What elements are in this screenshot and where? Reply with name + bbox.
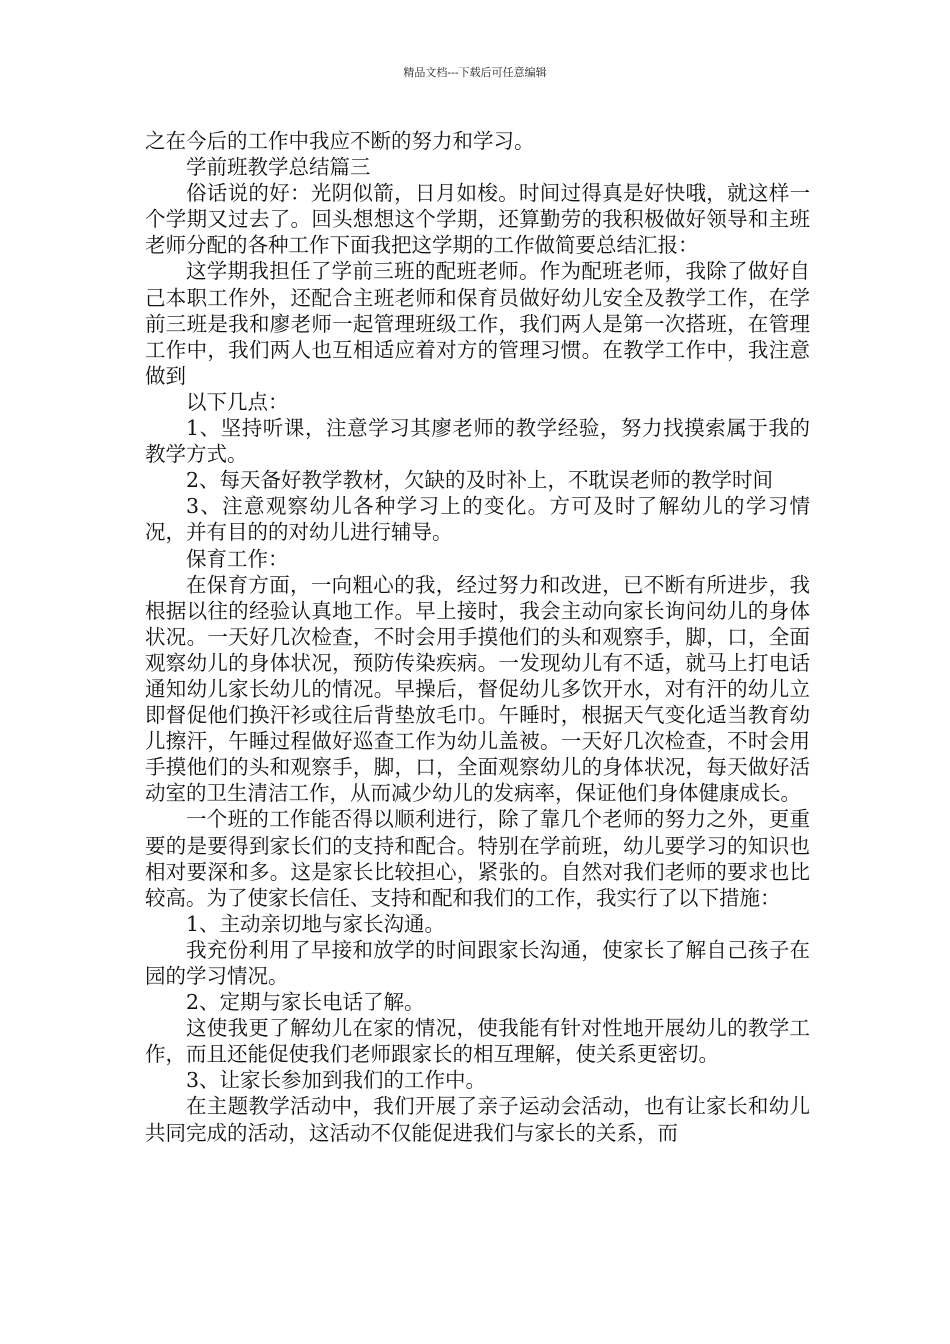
list-item: 1、主动亲切地与家长沟通。 (186, 911, 446, 936)
paragraph: 在保育方面，一向粗心的我，经过努力和改进，已不断有所进步，我根据以往的经验认真地工作。早上接时，我会主动向家长询问幼儿的身体状况。一天好几次检查，不时会用手摸他们的头和观察手，脚，口，全面观察幼儿的身体状况，预防传染疾病。一发现幼儿有不适，就马上打电话通知幼儿家长幼儿的情况。早操后，督促幼儿多饮开水，对有汗的幼儿立即督促他们换汗衫或往后背垫放毛巾。午睡时，根据天气变化适当教育幼儿擦汗，午睡过程做好巡查工作为幼儿盖被。一天好几次检查，不时会用手摸他们的头和观察手，脚，口，全面观察幼儿的身体状况，每天做好活动室的卫生清洁工作，从而减少幼儿的发病率，保证他们身体健康成长。 (145, 572, 810, 806)
list-item: 3、让家长参加到我们的工作中。 (186, 1068, 487, 1093)
section-title: 学前班教学总结篇三 (186, 155, 371, 180)
document-body (145, 128, 810, 1146)
paragraph: 一个班的工作能否得以顺利进行，除了靠几个老师的努力之外，更重要的是要得到家长们的支持和配合。特别在学前班，幼儿要学习的知识也相对要深和多。这是家长比较担心，紧张的。自然对我们老师的要求也比较高。为了使家长信任、支持和配和我们的工作，我实行了以下措施： (145, 807, 810, 910)
paragraph: 我充份利用了早接和放学的时间跟家长沟通，使家长了解自己孩子在园的学习情况。 (145, 937, 810, 988)
paragraph: 俗话说的好：光阴似箭，日月如梭。时间过得真是好快哦，就这样一个学期又过去了。回头想想这个学期，还算勤劳的我积极做好领导和主班老师分配的各种工作下面我把这学期的工作做简要总结汇报： (145, 181, 810, 258)
page-header: 精品文档---下载后可任意编辑 (403, 66, 547, 79)
list-item: 2、定期与家长电话了解。 (186, 990, 425, 1015)
list-item: 2、每天备好教学教材，欠缺的及时补上，不耽误老师的教学时间 (186, 468, 774, 493)
paragraph: 在主题教学活动中，我们开展了亲子运动会活动，也有让家长和幼儿共同完成的活动，这活动不仅能促进我们与家长的关系，而 (145, 1094, 810, 1145)
paragraph: 这学期我担任了学前三班的配班老师。作为配班老师，我除了做好自己本职工作外，还配合主班老师和保育员做好幼儿安全及教学工作，在学前三班是我和廖老师一起管理班级工作，我们两人是第一次搭班，在管理工作中，我们两人也互相适应着对方的管理习惯。在教学工作中，我注意做到 (145, 259, 810, 388)
list-item: 3、注意观察幼儿各种学习上的变化。方可及时了解幼儿的学习情况，并有目的的对幼儿进行辅导。 (145, 494, 810, 545)
subheading: 保育工作： (186, 546, 289, 571)
paragraph: 这使我更了解幼儿在家的情况，使我能有针对性地开展幼儿的教学工作，而且还能促使我们老师跟家长的相互理解，使关系更密切。 (145, 1016, 810, 1067)
list-item: 1、坚持听课，注意学习其廖老师的教学经验，努力找摸索属于我的教学方式。 (145, 416, 810, 467)
paragraph: 以下几点： (186, 389, 289, 414)
paragraph: 之在今后的工作中我应不断的努力和学习。 (145, 129, 535, 153)
